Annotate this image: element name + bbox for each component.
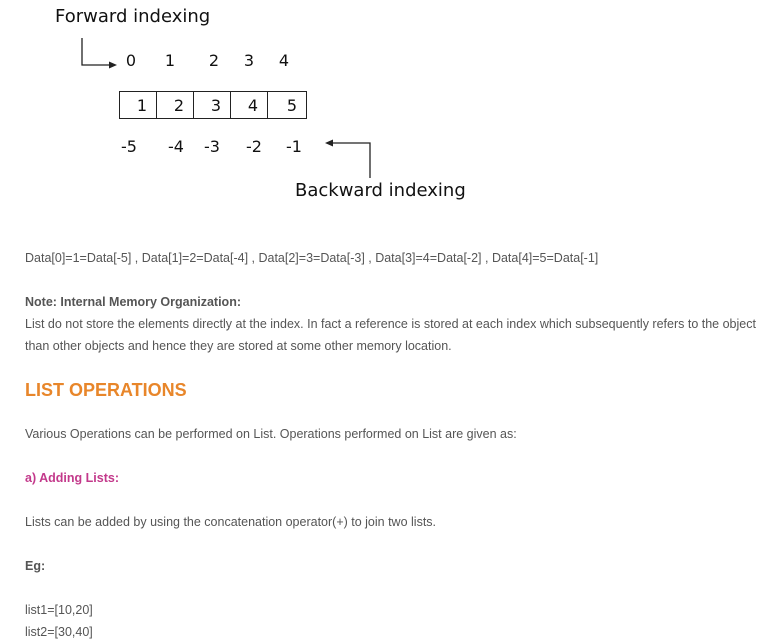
section-heading-list-operations: LIST OPERATIONS [25, 380, 187, 400]
list-cell: 3 [194, 92, 231, 118]
indexing-diagram [0, 0, 778, 220]
forward-index-4: 4 [278, 51, 290, 70]
note-title: Note: Internal Memory Organization: [25, 295, 241, 309]
operations-intro: Various Operations can be performed on List. Operations performed on List are given as: [25, 427, 517, 441]
list-cell: 4 [231, 92, 268, 118]
backward-arrow [332, 143, 370, 178]
backward-indexing-label: Backward indexing [295, 180, 466, 201]
list-cell: 5 [286, 95, 297, 115]
forward-index-3: 3 [243, 51, 255, 70]
backward-index-1: -4 [168, 137, 184, 156]
code-line: list2=[30,40] [25, 625, 93, 639]
backward-index-0: -5 [121, 137, 137, 156]
list-cell: 2 [157, 92, 194, 118]
forward-arrow [82, 38, 110, 65]
backward-index-4: -1 [286, 137, 302, 156]
forward-index-2: 2 [208, 51, 220, 70]
forward-index-0: 0 [125, 51, 137, 70]
note-line-2: than other objects and hence they are stored at some other memory location. [25, 339, 452, 353]
subheading-adding-lists: a) Adding Lists: [25, 471, 119, 485]
adding-lists-description: Lists can be added by using the concatenation operator(+) to join two lists. [25, 515, 437, 529]
forward-arrowhead [109, 62, 117, 69]
forward-index-1: 1 [164, 51, 176, 70]
forward-indexing-label: Forward indexing [55, 6, 211, 27]
note-line-1: List do not store the elements directly at the index. In fact a reference is stored at each index which subsequently refers to the object [25, 317, 756, 331]
backward-index-2: -3 [204, 137, 220, 156]
example-label: Eg: [25, 559, 46, 573]
list-cells [119, 91, 307, 119]
backward-arrowhead [325, 140, 333, 147]
code-line: list1=[10,20] [25, 603, 93, 617]
list-cell: 1 [120, 92, 157, 118]
index-equality-line: Data[0]=1=Data[-5] , Data[1]=2=Data[-4] , Data[2]=3=Data[-3] , Data[3]=4=Data[-2] , Data[4]=5=Data[-1] [25, 251, 599, 265]
backward-index-3: -2 [246, 137, 262, 156]
note-body [25, 313, 778, 357]
